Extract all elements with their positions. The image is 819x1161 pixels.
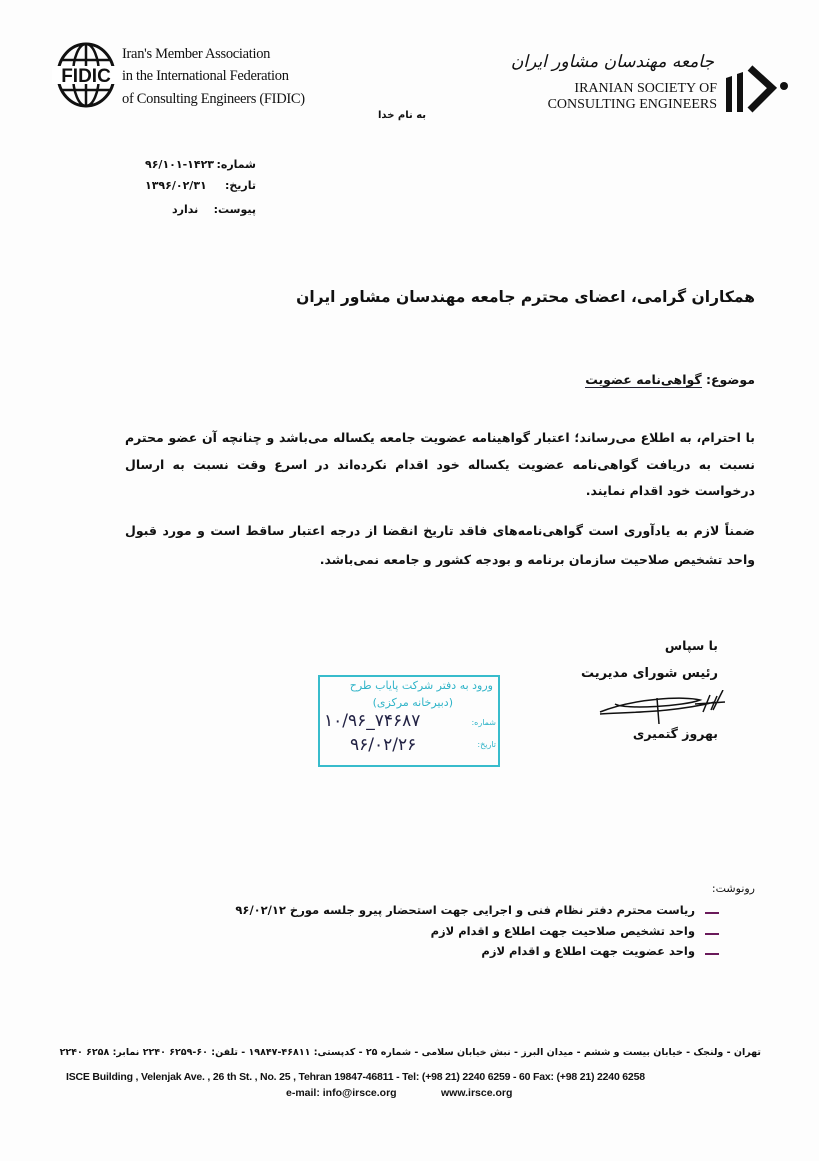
date-value: ۱۳۹۶/۰۲/۳۱ — [145, 179, 207, 192]
signature — [595, 690, 735, 730]
stamp-line2: (دبیرخانه مرکزی) — [372, 696, 453, 709]
society-name-en: IRANIAN SOCIETY OF — [574, 81, 717, 96]
number-value: ۹۶/۱۰۱-۱۴۲۳ — [145, 158, 215, 171]
svg-text:FIDIC: FIDIC — [61, 66, 111, 87]
fidic-globe-logo — [52, 40, 120, 110]
cc-dash — [705, 912, 719, 914]
society-name-en: CONSULTING ENGINEERS — [547, 97, 717, 112]
cc-label: رونوشت: — [711, 882, 755, 895]
number-label: شماره: — [216, 158, 256, 171]
subject-label: موضوع: — [705, 372, 755, 387]
paragraph-2: ضمناً لازم به یادآوری است گواهی‌نامه‌های فاقد تاریخ انقضا از درجه اعتبار ساقط است و مورد قبول واحد تشخیص صلاحیت سازمان برنامه و بودجه کشور و جامعه نمی‌باشد. — [125, 523, 755, 567]
footer-address-fa: تهران - ولنجک - خیابان بیست و ششم - میدان البرز - نبش خیابان سلامی - شماره ۲۵ - کدپستی: ۴۶۸۱۱-۱۹۸۴۷ - تلفن: ۶۰-۶۲۵۹ ۲۲۴۰ نمابر: ۶۲۵۸ ۲۲۴۰ — [59, 1047, 761, 1058]
cc-item: ریاست محترم دفتر نظام فنی و اجرایی جهت استحضار پیرو جلسه مورخ ۹۶/۰۲/۱۲ — [235, 903, 695, 917]
received-stamp — [318, 675, 500, 767]
stamp-date-value: ۹۶/۰۲/۲۶ — [350, 735, 417, 755]
fidic-line: in the International Federation — [122, 68, 289, 84]
attachment-label: پیوست: — [213, 203, 256, 216]
subject-line — [585, 372, 755, 387]
cc-item: واحد تشخیص صلاحیت جهت اطلاع و اقدام لازم — [430, 924, 695, 938]
stamp-number-value: ۱۰/۹۶_۷۴۶۸۷ — [324, 711, 421, 731]
date-label: تاریخ: — [224, 179, 256, 192]
salutation: همکاران گرامی، اعضای محترم جامعه مهندسان مشاور ایران — [296, 288, 755, 306]
stamp-date-label: تاریخ: — [477, 740, 496, 749]
fidic-line: of Consulting Engineers (FIDIC) — [122, 91, 305, 107]
footer-website[interactable]: www.irsce.org — [441, 1087, 513, 1099]
invocation: به نام خدا — [378, 110, 427, 121]
signer-title: رئیس شورای مدیریت — [580, 666, 718, 681]
cc-dash — [705, 933, 719, 935]
fidic-line: Iran's Member Association — [122, 46, 271, 62]
society-name-fa: جامعه مهندسان مشاور ایران — [510, 52, 714, 72]
cc-dash — [705, 953, 719, 955]
signer-name: بهروز گتمیری — [632, 726, 718, 741]
cc-item: واحد عضویت جهت اطلاع و اقدام لازم — [481, 944, 695, 958]
attachment-value: ندارد — [172, 203, 199, 216]
closing: با سپاس — [664, 638, 718, 653]
paragraph-1: با احترام، به اطلاع می‌رساند؛ اعتبار گواهینامه عضویت جامعه یکساله می‌باشد و چنانچه آن عضو محترم نسبت به دریافت گواهی‌نامه عضویت یکساله خود اقدام نکرده‌اند در اسرع وقت نسبت به ارسال درخواست خود اقدام نمایند. — [125, 430, 755, 498]
stamp-number-label: شماره: — [471, 718, 496, 727]
footer-email[interactable]: e-mail: info@irsce.org — [286, 1087, 397, 1099]
isce-logo-mark — [724, 62, 792, 114]
stamp-line1: ورود به دفتر شرکت پایاب طرح — [349, 679, 493, 692]
footer-address-en: ISCE Building , Velenjak Ave. , 26 th St. , No. 25 , Tehran 19847-46811 - Tel: (+98 21) 2240 6259 - 60 Fax: (+98 21) 2240 6258 — [66, 1071, 645, 1083]
subject: گواهی‌نامه عضویت — [585, 372, 702, 387]
